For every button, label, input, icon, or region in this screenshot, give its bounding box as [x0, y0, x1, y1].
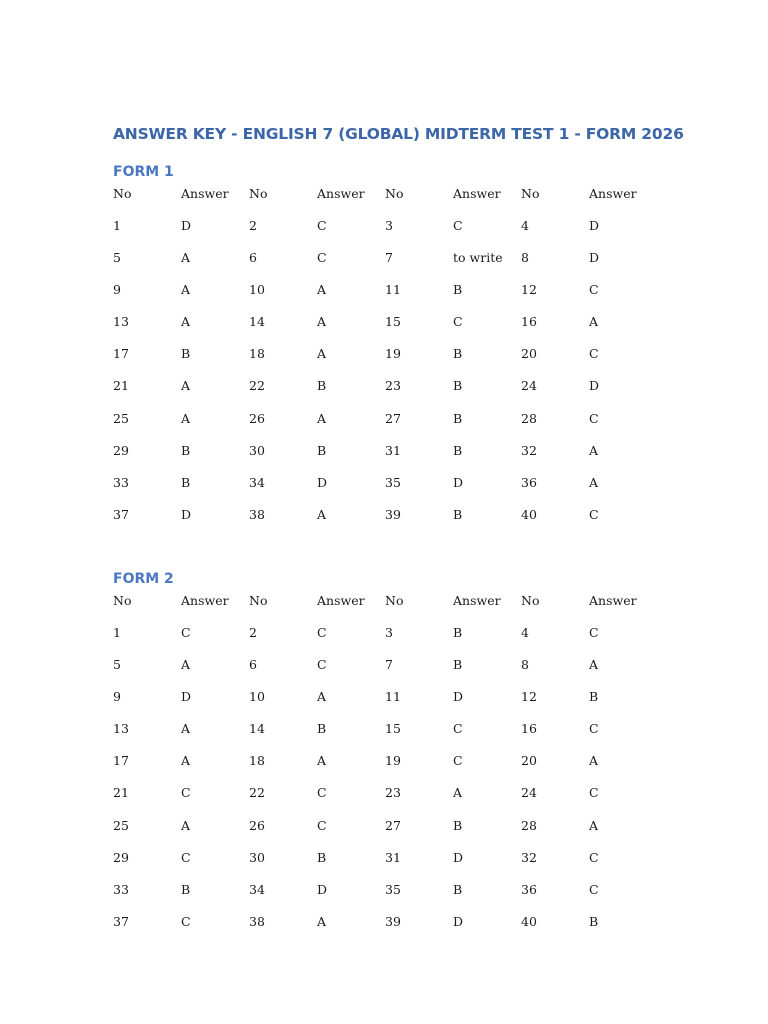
- answer-cell: B: [453, 881, 463, 897]
- column-header: No: [113, 593, 132, 608]
- table-row: [113, 910, 657, 942]
- answer-cell: D: [589, 250, 600, 266]
- answer-cell: B: [317, 442, 327, 458]
- question-number-cell: 16: [521, 314, 537, 330]
- question-number-cell: 8: [521, 657, 529, 673]
- table-row: [113, 814, 657, 846]
- question-number-cell: 34: [249, 474, 265, 490]
- answer-cell: A: [181, 282, 191, 298]
- table-row: [113, 878, 657, 910]
- question-number-cell: 17: [113, 346, 129, 362]
- question-number-cell: 13: [113, 721, 129, 737]
- answer-cell: B: [181, 881, 191, 897]
- answer-cell: C: [453, 314, 463, 330]
- answer-cell: C: [181, 913, 191, 929]
- answer-cell: B: [453, 410, 463, 426]
- question-number-cell: 39: [385, 913, 401, 929]
- column-header: No: [521, 186, 540, 201]
- form-heading: FORM 2: [113, 571, 174, 587]
- column-header: Answer: [589, 186, 637, 201]
- answer-cell: D: [181, 689, 192, 705]
- question-number-cell: 15: [385, 721, 401, 737]
- answer-cell: B: [181, 346, 191, 362]
- question-number-cell: 2: [249, 218, 257, 233]
- answer-cell: C: [589, 849, 599, 865]
- question-number-cell: 14: [249, 314, 265, 330]
- answer-cell: D: [453, 913, 464, 929]
- answer-cell: C: [317, 785, 327, 801]
- question-number-cell: 24: [521, 785, 537, 801]
- question-number-cell: 30: [249, 849, 265, 865]
- answer-cell: C: [589, 721, 599, 737]
- answer-cell: B: [453, 378, 463, 394]
- question-number-cell: 32: [521, 849, 537, 865]
- answer-cell: A: [181, 250, 191, 266]
- answer-cell: D: [453, 689, 464, 705]
- answer-cell: D: [589, 378, 600, 394]
- question-number-cell: 26: [249, 410, 265, 426]
- answer-cell: A: [181, 410, 191, 426]
- answer-cell: B: [453, 506, 463, 522]
- answer-table: [113, 589, 657, 942]
- answer-cell: A: [589, 753, 599, 769]
- column-header: No: [249, 186, 268, 201]
- question-number-cell: 33: [113, 881, 129, 897]
- answer-cell: A: [589, 474, 599, 490]
- column-header: Answer: [181, 593, 229, 608]
- answer-cell: A: [181, 721, 191, 737]
- table-row: [113, 342, 657, 374]
- answer-cell: C: [181, 625, 191, 640]
- answer-cell: B: [589, 913, 599, 929]
- table-row: [113, 503, 657, 535]
- answer-table: [113, 182, 657, 535]
- answer-cell: C: [589, 785, 599, 801]
- column-header: No: [385, 593, 404, 608]
- answer-cell: A: [589, 314, 599, 330]
- question-number-cell: 5: [113, 250, 121, 266]
- answer-cell: C: [317, 657, 327, 673]
- answer-cell: C: [317, 817, 327, 833]
- column-header: No: [249, 593, 268, 608]
- answer-cell: A: [317, 410, 327, 426]
- table-row: [113, 374, 657, 406]
- answer-cell: D: [181, 218, 192, 233]
- column-header: No: [521, 593, 540, 608]
- form-2-section: [113, 569, 673, 942]
- answer-cell: B: [453, 346, 463, 362]
- answer-cell: B: [317, 721, 327, 737]
- question-number-cell: 38: [249, 913, 265, 929]
- table-row: [113, 310, 657, 342]
- question-number-cell: 6: [249, 250, 257, 266]
- column-header: No: [113, 186, 132, 201]
- table-row: [113, 749, 657, 781]
- question-number-cell: 1: [113, 218, 121, 233]
- answer-cell: A: [317, 346, 327, 362]
- answer-cell: C: [317, 218, 327, 233]
- table-row: [113, 621, 657, 653]
- answer-cell: A: [317, 506, 327, 522]
- question-number-cell: 6: [249, 657, 257, 673]
- answer-cell: D: [317, 474, 328, 490]
- answer-cell: B: [589, 689, 599, 705]
- answer-cell: D: [453, 849, 464, 865]
- question-number-cell: 24: [521, 378, 537, 394]
- question-number-cell: 37: [113, 506, 129, 522]
- answer-cell: A: [589, 442, 599, 458]
- answer-cell: C: [589, 346, 599, 362]
- answer-cell: C: [453, 753, 463, 769]
- table-row: [113, 439, 657, 471]
- answer-cell: C: [589, 506, 599, 522]
- question-number-cell: 1: [113, 625, 121, 640]
- column-header: Answer: [181, 186, 229, 201]
- question-number-cell: 8: [521, 250, 529, 266]
- answer-cell: D: [589, 218, 600, 233]
- answer-cell: A: [453, 785, 463, 801]
- question-number-cell: 12: [521, 689, 537, 705]
- question-number-cell: 25: [113, 410, 129, 426]
- answer-cell: B: [453, 282, 463, 298]
- answer-cell: A: [317, 753, 327, 769]
- question-number-cell: 27: [385, 817, 401, 833]
- answer-cell: A: [181, 378, 191, 394]
- answer-cell: B: [317, 378, 327, 394]
- question-number-cell: 13: [113, 314, 129, 330]
- question-number-cell: 34: [249, 881, 265, 897]
- question-number-cell: 32: [521, 442, 537, 458]
- column-header: Answer: [317, 593, 365, 608]
- question-number-cell: 36: [521, 474, 537, 490]
- question-number-cell: 5: [113, 657, 121, 673]
- answer-cell: A: [589, 817, 599, 833]
- question-number-cell: 23: [385, 785, 401, 801]
- table-row: [113, 653, 657, 685]
- answer-cell: A: [317, 913, 327, 929]
- answer-cell: C: [589, 410, 599, 426]
- question-number-cell: 4: [521, 625, 529, 640]
- table-header-row: [113, 589, 657, 621]
- question-number-cell: 22: [249, 785, 265, 801]
- question-number-cell: 4: [521, 218, 529, 233]
- answer-cell: A: [317, 689, 327, 705]
- answer-cell: to write: [453, 250, 503, 266]
- question-number-cell: 18: [249, 753, 265, 769]
- question-number-cell: 23: [385, 378, 401, 394]
- question-number-cell: 28: [521, 410, 537, 426]
- question-number-cell: 19: [385, 346, 401, 362]
- answer-cell: C: [453, 721, 463, 737]
- answer-cell: A: [317, 282, 327, 298]
- answer-cell: B: [181, 474, 191, 490]
- answer-cell: A: [589, 657, 599, 673]
- question-number-cell: 9: [113, 282, 121, 298]
- answer-cell: C: [453, 218, 463, 233]
- question-number-cell: 39: [385, 506, 401, 522]
- question-number-cell: 7: [385, 250, 393, 266]
- question-number-cell: 3: [385, 625, 393, 640]
- question-number-cell: 25: [113, 817, 129, 833]
- answer-cell: C: [317, 625, 327, 640]
- answer-cell: C: [181, 849, 191, 865]
- column-header: Answer: [589, 593, 637, 608]
- question-number-cell: 40: [521, 913, 537, 929]
- question-number-cell: 19: [385, 753, 401, 769]
- table-row: [113, 278, 657, 310]
- answer-cell: D: [181, 506, 192, 522]
- question-number-cell: 20: [521, 346, 537, 362]
- question-number-cell: 31: [385, 442, 401, 458]
- question-number-cell: 26: [249, 817, 265, 833]
- question-number-cell: 28: [521, 817, 537, 833]
- question-number-cell: 33: [113, 474, 129, 490]
- question-number-cell: 35: [385, 474, 401, 490]
- question-number-cell: 21: [113, 785, 129, 801]
- table-header-row: [113, 182, 657, 214]
- answer-cell: A: [181, 817, 191, 833]
- table-row: [113, 407, 657, 439]
- form-heading: FORM 1: [113, 164, 174, 180]
- question-number-cell: 10: [249, 689, 265, 705]
- question-number-cell: 30: [249, 442, 265, 458]
- table-row: [113, 717, 657, 749]
- question-number-cell: 11: [385, 282, 401, 298]
- question-number-cell: 12: [521, 282, 537, 298]
- answer-cell: B: [317, 849, 327, 865]
- question-number-cell: 37: [113, 913, 129, 929]
- answer-cell: B: [181, 442, 191, 458]
- answer-cell: A: [181, 753, 191, 769]
- question-number-cell: 36: [521, 881, 537, 897]
- answer-cell: B: [453, 442, 463, 458]
- table-row: [113, 781, 657, 813]
- answer-cell: B: [453, 625, 463, 640]
- question-number-cell: 14: [249, 721, 265, 737]
- question-number-cell: 29: [113, 442, 129, 458]
- table-row: [113, 246, 657, 278]
- question-number-cell: 9: [113, 689, 121, 705]
- table-row: [113, 471, 657, 503]
- question-number-cell: 38: [249, 506, 265, 522]
- question-number-cell: 11: [385, 689, 401, 705]
- question-number-cell: 29: [113, 849, 129, 865]
- table-row: [113, 685, 657, 717]
- column-header: Answer: [453, 593, 501, 608]
- answer-cell: A: [181, 657, 191, 673]
- question-number-cell: 7: [385, 657, 393, 673]
- answer-cell: C: [589, 881, 599, 897]
- answer-cell: A: [317, 314, 327, 330]
- answer-cell: A: [181, 314, 191, 330]
- question-number-cell: 21: [113, 378, 129, 394]
- page-title: ANSWER KEY - ENGLISH 7 (GLOBAL) MIDTERM TEST 1 - FORM 2026: [113, 125, 684, 143]
- column-header: Answer: [317, 186, 365, 201]
- column-header: No: [385, 186, 404, 201]
- answer-cell: B: [453, 657, 463, 673]
- form-1-section: [113, 162, 673, 535]
- question-number-cell: 15: [385, 314, 401, 330]
- answer-cell: D: [453, 474, 464, 490]
- question-number-cell: 16: [521, 721, 537, 737]
- question-number-cell: 40: [521, 506, 537, 522]
- question-number-cell: 18: [249, 346, 265, 362]
- question-number-cell: 22: [249, 378, 265, 394]
- question-number-cell: 20: [521, 753, 537, 769]
- question-number-cell: 17: [113, 753, 129, 769]
- question-number-cell: 35: [385, 881, 401, 897]
- question-number-cell: 27: [385, 410, 401, 426]
- answer-cell: B: [453, 817, 463, 833]
- question-number-cell: 2: [249, 625, 257, 640]
- question-number-cell: 3: [385, 218, 393, 233]
- question-number-cell: 31: [385, 849, 401, 865]
- answer-cell: C: [317, 250, 327, 266]
- answer-cell: C: [589, 282, 599, 298]
- table-row: [113, 214, 657, 246]
- answer-cell: D: [317, 881, 328, 897]
- column-header: Answer: [453, 186, 501, 201]
- table-row: [113, 846, 657, 878]
- answer-cell: C: [181, 785, 191, 801]
- answer-cell: C: [589, 625, 599, 640]
- question-number-cell: 10: [249, 282, 265, 298]
